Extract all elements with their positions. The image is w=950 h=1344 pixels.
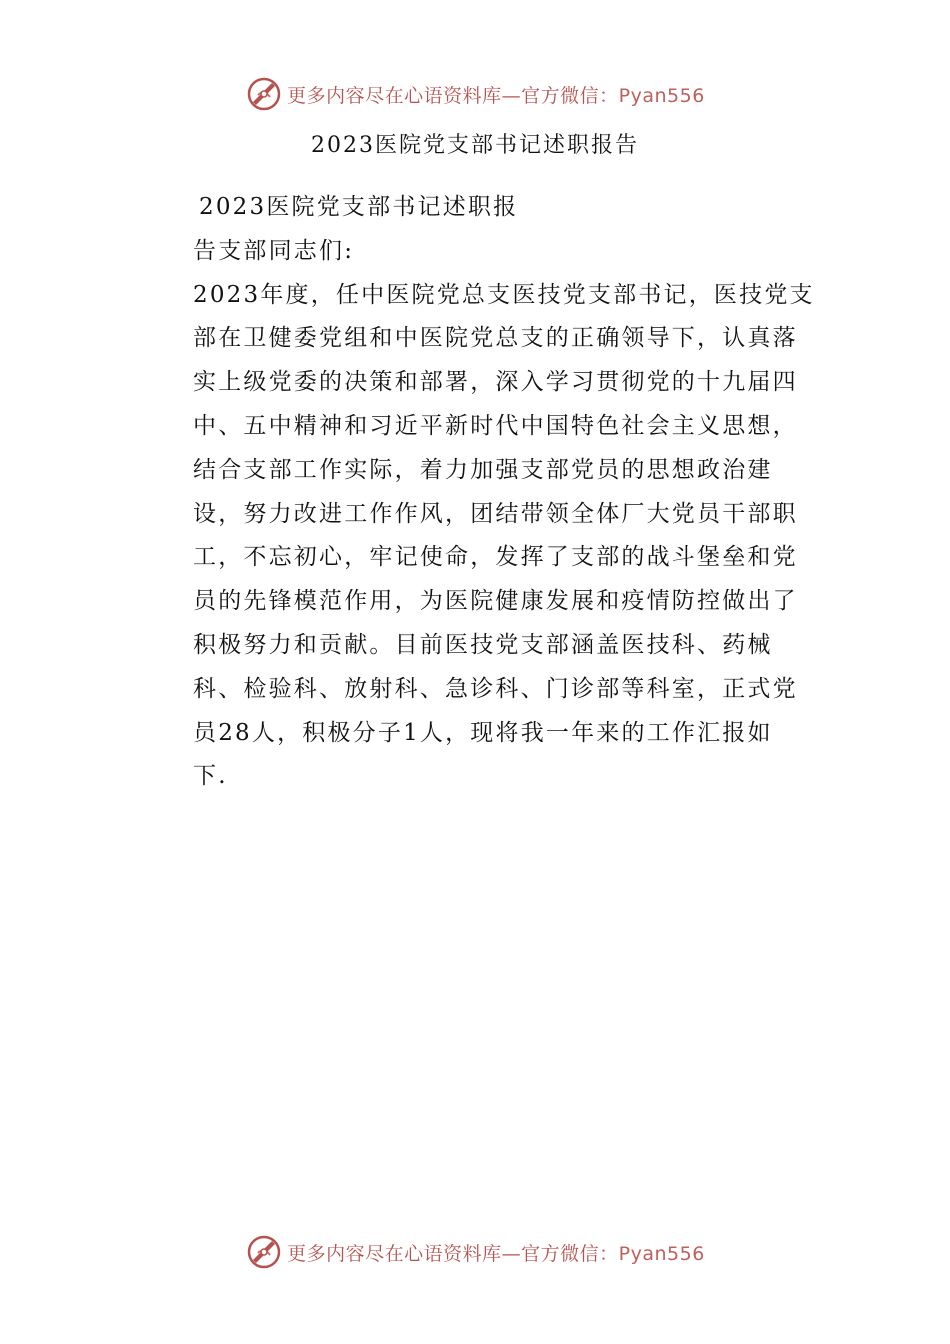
body-line: 2023年度，任中医院党总支医技党支部书记，医技党支	[193, 281, 815, 308]
watermark-header	[0, 74, 950, 114]
body-line: 2023医院党支部书记述职报	[199, 194, 519, 220]
body-line: 中、五中精神和习近平新时代中国特色社会主义思想，	[193, 412, 798, 439]
body-line: 实上级党委的决策和部署，深入学习贯彻党的十九届四	[193, 369, 798, 396]
brand-logo-icon	[245, 75, 283, 113]
watermark-footer	[0, 1232, 950, 1272]
body-line: 结合支部工作实际，着力加强支部党员的思想政治建	[193, 456, 773, 483]
document-body	[193, 186, 815, 799]
body-line: 员28人，积极分子1人，现将我一年来的工作汇报如	[193, 719, 773, 746]
body-line: 告支部同志们:	[193, 237, 355, 264]
document-title: 2023医院党支部书记述职报告	[311, 133, 639, 158]
body-line: 工，不忘初心，牢记使命，发挥了支部的战斗堡垒和党	[193, 544, 798, 571]
body-line: 员的先锋模范作用，为医院健康发展和疫情防控做出了	[193, 588, 798, 615]
body-line: 积极努力和贡献。目前医技党支部涵盖医技科、药械	[193, 631, 773, 658]
watermark-id: Pyan556	[618, 1242, 705, 1265]
brand-logo-icon	[245, 1233, 283, 1271]
watermark-text: 更多内容尽在心语资料库—官方微信：Pyan556	[287, 84, 705, 107]
body-line: 设，努力改进工作作风，团结带领全体厂大党员干部职	[193, 500, 798, 527]
body-line: 科、检验科、放射科、急诊科、门诊部等科室，正式党	[193, 675, 798, 702]
watermark-text: 更多内容尽在心语资料库—官方微信：Pyan556	[287, 1242, 705, 1265]
body-line: 部在卫健委党组和中医院党总支的正确领导下，认真落	[193, 325, 798, 352]
body-line: 下.	[193, 763, 228, 790]
watermark-id: Pyan556	[618, 84, 705, 107]
